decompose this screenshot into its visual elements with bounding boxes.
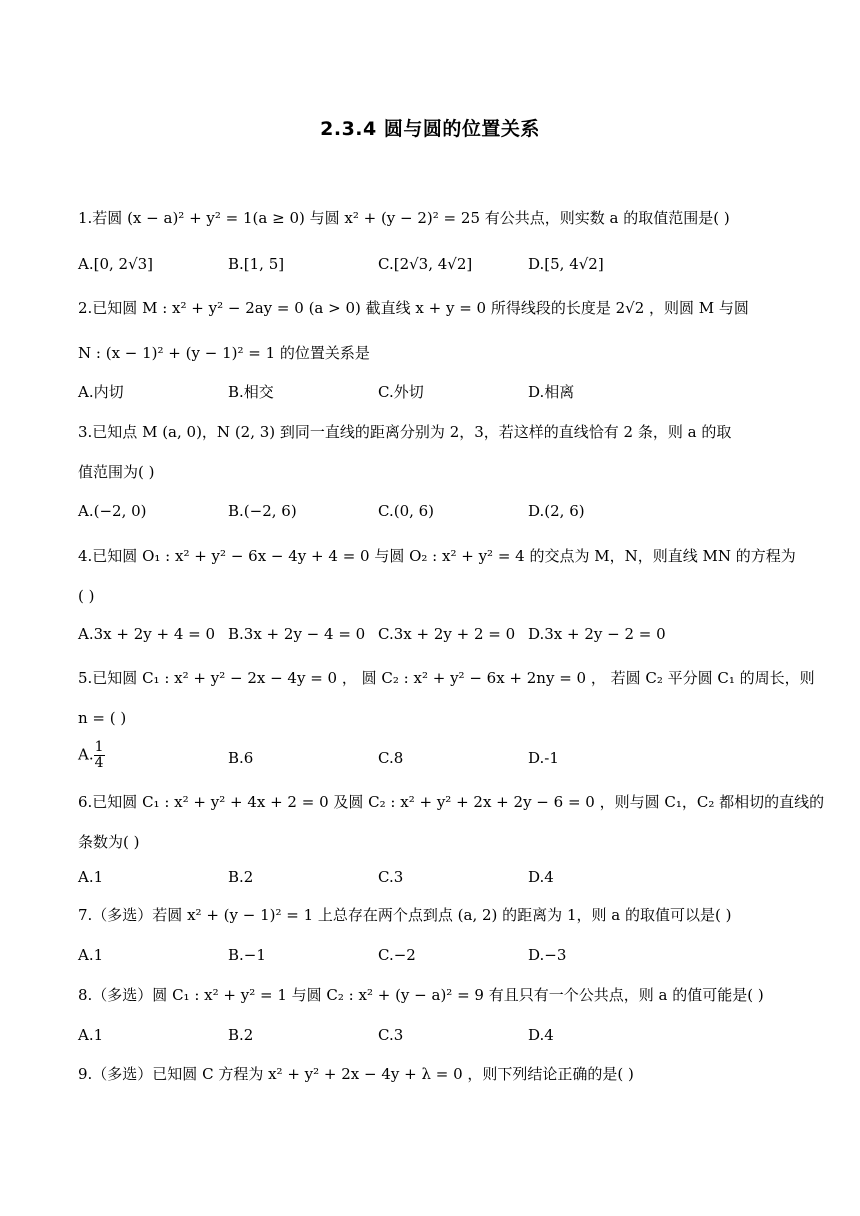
question-1-option-d: D.[5, 4√2] xyxy=(528,255,604,273)
question-1-option-c: C.[2√3, 4√2] xyxy=(378,255,473,273)
question-2-text-line-1: 2.已知圆 M : x² + y² − 2ay = 0 (a > 0) 截直线 x + y = 0 所得线段的长度是 2√2 ，则圆 M 与圆 xyxy=(78,299,749,317)
question-2-text-line-2: N : (x − 1)² + (y − 1)² = 1 的位置关系是 xyxy=(78,344,370,362)
question-8-option-a: A.1 xyxy=(78,1026,104,1044)
question-2-option-a: A.内切 xyxy=(78,383,124,401)
question-3-option-b: B.(−2, 6) xyxy=(228,502,297,520)
question-6-option-b: B.2 xyxy=(228,868,254,886)
fraction-numerator: 1 xyxy=(94,739,104,755)
question-6-option-c: C.3 xyxy=(378,868,404,886)
question-5-option-d: D.-1 xyxy=(528,749,559,767)
question-3-option-d: D.(2, 6) xyxy=(528,502,585,520)
question-5-text-line-2: n = ( ) xyxy=(78,709,127,727)
question-1-option-b: B.[1, 5] xyxy=(228,255,285,273)
question-3-option-a: A.(−2, 0) xyxy=(78,502,147,520)
question-4-text-line-2: ( ) xyxy=(78,587,95,605)
question-6-text-line-2: 条数为( ) xyxy=(78,833,140,851)
question-9-text: 9.（多选）已知圆 C 方程为 x² + y² + 2x − 4y + λ = 0 ，则下列结论正确的是( ) xyxy=(78,1065,634,1083)
question-1-text: 1.若圆 (x − a)² + y² = 1(a ≥ 0) 与圆 x² + (y − 2)² = 25 有公共点，则实数 a 的取值范围是( ) xyxy=(78,209,730,227)
question-4-text-line-1: 4.已知圆 O₁ : x² + y² − 6x − 4y + 4 = 0 与圆 O₂ : x² + y² = 4 的交点为 M，N，则直线 MN 的方程为 xyxy=(78,547,796,565)
question-3-option-c: C.(0, 6) xyxy=(378,502,435,520)
question-2-option-b: B.相交 xyxy=(228,383,274,401)
question-4-option-c: C.3x + 2y + 2 = 0 xyxy=(378,625,516,643)
question-2-option-c: C.外切 xyxy=(378,383,424,401)
question-5-text-line-1: 5.已知圆 C₁ : x² + y² − 2x − 4y = 0 ， 圆 C₂ : x² + y² − 6x + 2ny = 0 ， 若圆 C₂ 平分圆 C₁ 的周长，则 xyxy=(78,669,815,687)
question-7-option-d: D.−3 xyxy=(528,946,567,964)
question-8-option-b: B.2 xyxy=(228,1026,254,1044)
question-4-option-b: B.3x + 2y − 4 = 0 xyxy=(228,625,366,643)
question-5-option-b: B.6 xyxy=(228,749,254,767)
page-title: 2.3.4 圆与圆的位置关系 xyxy=(320,118,540,140)
question-6-text-line-1: 6.已知圆 C₁ : x² + y² + 4x + 2 = 0 及圆 C₂ : x² + y² + 2x + 2y − 6 = 0 ，则与圆 C₁，C₂ 都相切的直线的 xyxy=(78,793,825,811)
fraction xyxy=(94,740,105,771)
question-6-option-a: A.1 xyxy=(78,868,104,886)
question-5-option-c: C.8 xyxy=(378,749,404,767)
question-4-option-d: D.3x + 2y − 2 = 0 xyxy=(528,625,666,643)
question-3-text-line-2: 值范围为( ) xyxy=(78,463,155,481)
question-4-option-a: A.3x + 2y + 4 = 0 xyxy=(78,625,216,643)
question-1-option-a: A.[0, 2√3] xyxy=(78,255,154,273)
question-3-text-line-1: 3.已知点 M (a, 0)，N (2, 3) 到同一直线的距离分别为 2，3，若这样的直线恰有 2 条，则 a 的取 xyxy=(78,423,732,441)
question-7-option-c: C.−2 xyxy=(378,946,416,964)
question-8-text: 8.（多选）圆 C₁ : x² + y² = 1 与圆 C₂ : x² + (y − a)² = 9 有且只有一个公共点，则 a 的值可能是( ) xyxy=(78,986,764,1004)
question-5-option-a xyxy=(78,740,105,771)
question-8-option-d: D.4 xyxy=(528,1026,554,1044)
question-7-option-a: A.1 xyxy=(78,946,104,964)
question-7-option-b: B.−1 xyxy=(228,946,266,964)
option-a-label: A. xyxy=(78,745,94,764)
question-2-option-d: D.相离 xyxy=(528,383,575,401)
question-8-option-c: C.3 xyxy=(378,1026,404,1044)
question-7-text: 7.（多选）若圆 x² + (y − 1)² = 1 上总存在两个点到点 (a, 2) 的距离为 1，则 a 的取值可以是( ) xyxy=(78,906,732,924)
question-6-option-d: D.4 xyxy=(528,868,554,886)
fraction-denominator: 4 xyxy=(94,755,104,771)
